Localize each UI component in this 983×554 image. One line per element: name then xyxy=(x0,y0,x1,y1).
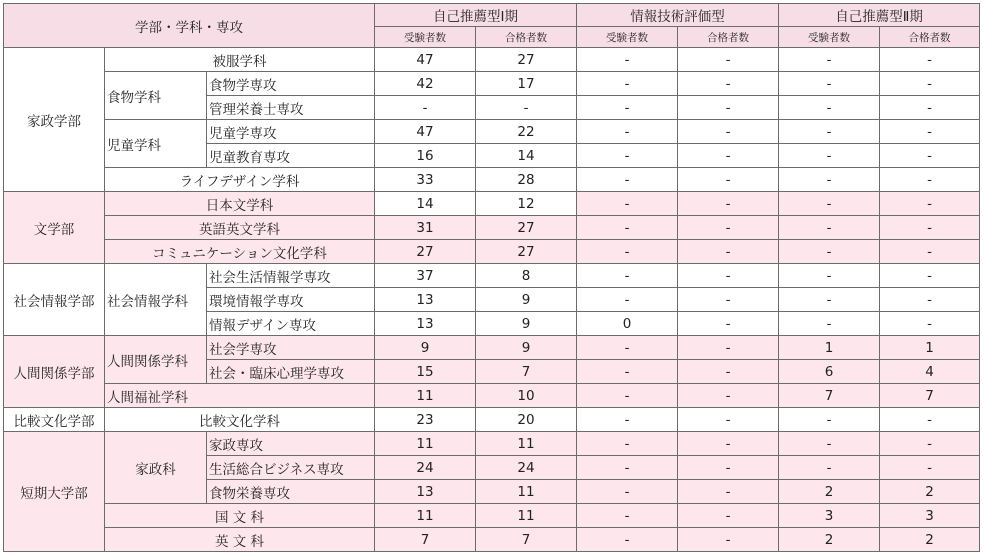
value-cell: - xyxy=(577,408,678,432)
value-cell: - xyxy=(577,456,678,480)
value-cell: - xyxy=(880,456,980,480)
value-cell: 22 xyxy=(476,120,577,144)
value-cell: 9 xyxy=(476,336,577,360)
major-cell: 食物栄養専攻 xyxy=(207,480,375,504)
value-cell: - xyxy=(678,480,779,504)
value-cell: - xyxy=(779,192,880,216)
value-cell: - xyxy=(577,288,678,312)
value-cell: - xyxy=(779,48,880,72)
faculty-cell: 人間関係学部 xyxy=(4,336,105,408)
header-passed: 合格者数 xyxy=(476,27,577,48)
value-cell: - xyxy=(880,216,980,240)
dept-cell: 英 文 科 xyxy=(105,528,375,552)
value-cell: 17 xyxy=(476,72,577,96)
dept-cell: 比較文化学科 xyxy=(105,408,375,432)
header-passed: 合格者数 xyxy=(678,27,779,48)
value-cell: - xyxy=(880,240,980,264)
value-cell: 8 xyxy=(476,264,577,288)
value-cell: 24 xyxy=(375,456,476,480)
value-cell: - xyxy=(779,72,880,96)
value-cell: 13 xyxy=(375,288,476,312)
value-cell: 27 xyxy=(375,240,476,264)
dept-cell: 家政科 xyxy=(105,432,207,504)
value-cell: 13 xyxy=(375,480,476,504)
value-cell: 33 xyxy=(375,168,476,192)
value-cell: - xyxy=(880,432,980,456)
table-row xyxy=(4,168,980,192)
value-cell: - xyxy=(880,312,980,336)
value-cell: - xyxy=(880,48,980,72)
value-cell: - xyxy=(476,96,577,120)
header-self-recommend-1: 自己推薦型Ⅰ期 xyxy=(375,4,577,27)
value-cell: 2 xyxy=(779,480,880,504)
value-cell: - xyxy=(678,144,779,168)
value-cell: - xyxy=(678,504,779,528)
value-cell: - xyxy=(577,384,678,408)
value-cell: 9 xyxy=(375,336,476,360)
table-row xyxy=(4,192,980,216)
value-cell: - xyxy=(577,264,678,288)
value-cell: 14 xyxy=(375,192,476,216)
table-row xyxy=(4,408,980,432)
value-cell: - xyxy=(678,168,779,192)
faculty-cell: 短期大学部 xyxy=(4,432,105,552)
value-cell: - xyxy=(678,288,779,312)
value-cell: 16 xyxy=(375,144,476,168)
value-cell: 11 xyxy=(476,504,577,528)
value-cell: - xyxy=(880,408,980,432)
header-applicants: 受験者数 xyxy=(375,27,476,48)
value-cell: - xyxy=(880,144,980,168)
value-cell: 11 xyxy=(375,504,476,528)
value-cell: 3 xyxy=(779,504,880,528)
header-department: 学部・学科・専攻 xyxy=(4,4,375,48)
value-cell: - xyxy=(577,72,678,96)
value-cell: - xyxy=(678,408,779,432)
value-cell: - xyxy=(678,96,779,120)
faculty-cell: 比較文化学部 xyxy=(4,408,105,432)
value-cell: 11 xyxy=(375,432,476,456)
value-cell: 12 xyxy=(476,192,577,216)
table-row xyxy=(4,504,980,528)
value-cell: - xyxy=(779,288,880,312)
header-applicants: 受験者数 xyxy=(779,27,880,48)
value-cell: - xyxy=(779,120,880,144)
major-cell: 児童教育専攻 xyxy=(207,144,375,168)
value-cell: 14 xyxy=(476,144,577,168)
value-cell: - xyxy=(678,528,779,552)
major-cell: 社会・臨床心理学専攻 xyxy=(207,360,375,384)
value-cell: - xyxy=(577,48,678,72)
value-cell: - xyxy=(779,312,880,336)
table-row xyxy=(4,120,980,144)
major-cell: 社会学専攻 xyxy=(207,336,375,360)
major-cell: 管理栄養士専攻 xyxy=(207,96,375,120)
value-cell: - xyxy=(880,192,980,216)
value-cell: - xyxy=(577,216,678,240)
value-cell: 11 xyxy=(476,480,577,504)
value-cell: - xyxy=(577,240,678,264)
value-cell: 11 xyxy=(375,384,476,408)
major-cell: 児童学専攻 xyxy=(207,120,375,144)
major-cell: 社会生活情報学専攻 xyxy=(207,264,375,288)
dept-cell: 人間関係学科 xyxy=(105,336,207,384)
table-row xyxy=(4,336,980,360)
value-cell: - xyxy=(577,168,678,192)
value-cell: - xyxy=(577,192,678,216)
value-cell: 15 xyxy=(375,360,476,384)
table-row xyxy=(4,216,980,240)
value-cell: - xyxy=(779,144,880,168)
table-row xyxy=(4,384,980,408)
value-cell: 42 xyxy=(375,72,476,96)
value-cell: - xyxy=(375,96,476,120)
value-cell: 13 xyxy=(375,312,476,336)
value-cell: - xyxy=(779,96,880,120)
value-cell: - xyxy=(678,240,779,264)
major-cell: 生活総合ビジネス専攻 xyxy=(207,456,375,480)
dept-cell: 国 文 科 xyxy=(105,504,375,528)
value-cell: - xyxy=(678,192,779,216)
value-cell: - xyxy=(577,144,678,168)
value-cell: 11 xyxy=(476,432,577,456)
table-row xyxy=(4,432,980,456)
major-cell: 情報デザイン専攻 xyxy=(207,312,375,336)
header-passed: 合格者数 xyxy=(880,27,980,48)
value-cell: - xyxy=(880,264,980,288)
value-cell: - xyxy=(577,336,678,360)
value-cell: 7 xyxy=(779,384,880,408)
value-cell: 0 xyxy=(577,312,678,336)
dept-cell: 社会情報学科 xyxy=(105,264,207,336)
value-cell: - xyxy=(678,216,779,240)
value-cell: - xyxy=(577,432,678,456)
table-row xyxy=(4,528,980,552)
value-cell: - xyxy=(779,456,880,480)
dept-cell: 日本文学科 xyxy=(105,192,375,216)
value-cell: - xyxy=(880,72,980,96)
value-cell: 4 xyxy=(880,360,980,384)
value-cell: - xyxy=(779,216,880,240)
value-cell: 3 xyxy=(880,504,980,528)
value-cell: 1 xyxy=(880,336,980,360)
value-cell: - xyxy=(577,528,678,552)
dept-cell: ライフデザイン学科 xyxy=(105,168,375,192)
value-cell: - xyxy=(779,264,880,288)
value-cell: - xyxy=(678,360,779,384)
value-cell: 6 xyxy=(779,360,880,384)
table-row xyxy=(4,72,980,96)
major-cell: 環境情報学専攻 xyxy=(207,288,375,312)
value-cell: 24 xyxy=(476,456,577,480)
value-cell: - xyxy=(577,120,678,144)
value-cell: - xyxy=(577,360,678,384)
value-cell: 7 xyxy=(375,528,476,552)
value-cell: 2 xyxy=(880,528,980,552)
value-cell: - xyxy=(678,336,779,360)
value-cell: - xyxy=(577,96,678,120)
dept-cell: 英語英文学科 xyxy=(105,216,375,240)
value-cell: 9 xyxy=(476,312,577,336)
header-info-tech: 情報技術評価型 xyxy=(577,4,779,27)
value-cell: - xyxy=(880,168,980,192)
value-cell: - xyxy=(678,264,779,288)
dept-cell: 人間福祉学科 xyxy=(105,384,375,408)
table-row xyxy=(4,240,980,264)
value-cell: 47 xyxy=(375,120,476,144)
header-applicants: 受験者数 xyxy=(577,27,678,48)
faculty-cell: 文学部 xyxy=(4,192,105,264)
value-cell: - xyxy=(678,312,779,336)
value-cell: 1 xyxy=(779,336,880,360)
value-cell: - xyxy=(779,432,880,456)
value-cell: - xyxy=(678,384,779,408)
value-cell: - xyxy=(880,96,980,120)
value-cell: 27 xyxy=(476,48,577,72)
value-cell: - xyxy=(577,504,678,528)
faculty-cell: 社会情報学部 xyxy=(4,264,105,336)
table-row xyxy=(4,48,980,72)
value-cell: 27 xyxy=(476,216,577,240)
value-cell: 31 xyxy=(375,216,476,240)
value-cell: 7 xyxy=(880,384,980,408)
value-cell: 10 xyxy=(476,384,577,408)
dept-cell: 食物学科 xyxy=(105,72,207,120)
value-cell: - xyxy=(880,120,980,144)
dept-cell: 児童学科 xyxy=(105,120,207,168)
value-cell: - xyxy=(880,288,980,312)
major-cell: 食物学専攻 xyxy=(207,72,375,96)
value-cell: - xyxy=(779,408,880,432)
table-row xyxy=(4,264,980,288)
header-self-recommend-2: 自己推薦型Ⅱ期 xyxy=(779,4,980,27)
value-cell: 9 xyxy=(476,288,577,312)
faculty-cell: 家政学部 xyxy=(4,48,105,192)
value-cell: 7 xyxy=(476,528,577,552)
major-cell: 家政専攻 xyxy=(207,432,375,456)
dept-cell: コミュニケーション文化学科 xyxy=(105,240,375,264)
value-cell: 23 xyxy=(375,408,476,432)
value-cell: - xyxy=(678,48,779,72)
value-cell: - xyxy=(577,480,678,504)
value-cell: 27 xyxy=(476,240,577,264)
value-cell: 47 xyxy=(375,48,476,72)
value-cell: - xyxy=(779,168,880,192)
value-cell: - xyxy=(678,456,779,480)
value-cell: - xyxy=(678,120,779,144)
value-cell: 20 xyxy=(476,408,577,432)
value-cell: - xyxy=(678,432,779,456)
value-cell: - xyxy=(779,240,880,264)
value-cell: 37 xyxy=(375,264,476,288)
value-cell: 7 xyxy=(476,360,577,384)
value-cell: 2 xyxy=(779,528,880,552)
value-cell: 28 xyxy=(476,168,577,192)
value-cell: 2 xyxy=(880,480,980,504)
admission-results-table xyxy=(3,3,980,552)
dept-cell: 被服学科 xyxy=(105,48,375,72)
value-cell: - xyxy=(678,72,779,96)
